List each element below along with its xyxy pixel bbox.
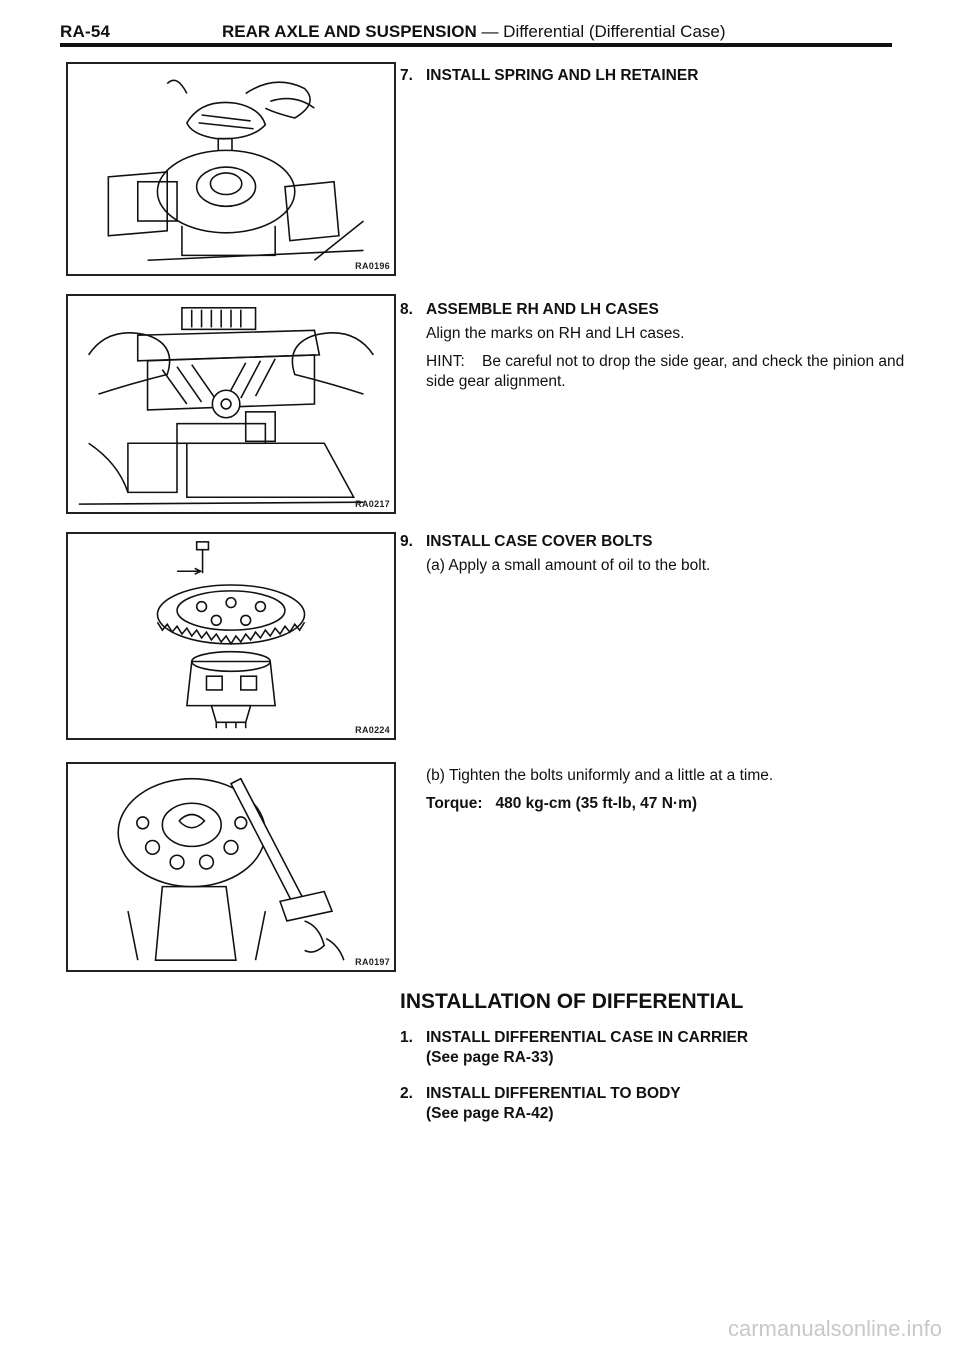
step-8-heading <box>400 300 920 320</box>
installation-item-2 <box>400 1084 920 1124</box>
torque-spec <box>400 794 920 814</box>
figure-spring-retainer <box>66 62 396 276</box>
step-7-number: 7. <box>400 67 413 84</box>
figure-spring-retainer-drawing <box>68 64 394 274</box>
step-9b-text: (b) Tighten the bolts uniformly and a little at a time. <box>426 767 774 784</box>
step-9-title: INSTALL CASE COVER BOLTS <box>426 533 653 550</box>
page-code: RA-54 <box>60 22 111 41</box>
figure-assemble-cases-drawing <box>68 296 394 512</box>
page-title-rest: — Differential (Differential Case) <box>476 22 726 41</box>
step-8-number: 8. <box>400 301 413 318</box>
torque-label: Torque: <box>426 795 483 812</box>
torque-value: 480 kg-cm (35 ft-lb, 47 N·m) <box>495 795 698 812</box>
step-9b <box>400 766 920 814</box>
installation-item-1-title: INSTALL DIFFERENTIAL CASE IN CARRIER <box>426 1029 749 1046</box>
step-8-text: Align the marks on RH and LH cases. <box>426 325 685 342</box>
step-9a-text: (a) Apply a small amount of oil to the bolt. <box>426 557 711 574</box>
step-9 <box>400 532 920 576</box>
installation-item-1-number: 1. <box>400 1029 413 1046</box>
step-9-number: 9. <box>400 533 413 550</box>
figure-case-cover-bolts-drawing <box>68 534 394 738</box>
step-7-heading <box>400 66 920 86</box>
figure-id: RA0197 <box>355 957 390 967</box>
figure-tighten-bolts-drawing <box>68 764 394 970</box>
installation-item-2-number: 2. <box>400 1085 413 1102</box>
step-8 <box>400 300 920 392</box>
hint-label: HINT: <box>426 353 465 370</box>
figure-case-cover-bolts <box>66 532 396 740</box>
watermark: carmanualsonline.info <box>727 1316 942 1341</box>
step-7-title: INSTALL SPRING AND LH RETAINER <box>426 67 699 84</box>
page-title <box>222 22 726 42</box>
installation-item-2-ref: (See page RA-42) <box>426 1105 554 1122</box>
step-9-heading <box>400 532 920 552</box>
figure-id: RA0224 <box>355 725 390 735</box>
figure-assemble-cases <box>66 294 396 514</box>
figure-id: RA0196 <box>355 261 390 271</box>
header-rule <box>60 43 892 47</box>
installation-item-1 <box>400 1028 920 1068</box>
page-title-bold: REAR AXLE AND SUSPENSION <box>222 22 477 41</box>
hint-text: Be careful not to drop the side gear, and check the pinion and side gear alignment. <box>426 353 905 390</box>
figure-id: RA0217 <box>355 499 390 509</box>
step-8-hint <box>400 352 920 392</box>
installation-item-1-heading <box>400 1028 920 1048</box>
installation-title: INSTALLATION OF DIFFERENTIAL <box>400 990 744 1013</box>
installation-item-2-heading <box>400 1084 920 1104</box>
installation-item-1-ref: (See page RA-33) <box>426 1049 554 1066</box>
figure-tighten-bolts <box>66 762 396 972</box>
step-7 <box>400 66 920 86</box>
installation-item-2-title: INSTALL DIFFERENTIAL TO BODY <box>426 1085 681 1102</box>
page-header <box>60 22 892 44</box>
step-8-title: ASSEMBLE RH AND LH CASES <box>426 301 659 318</box>
